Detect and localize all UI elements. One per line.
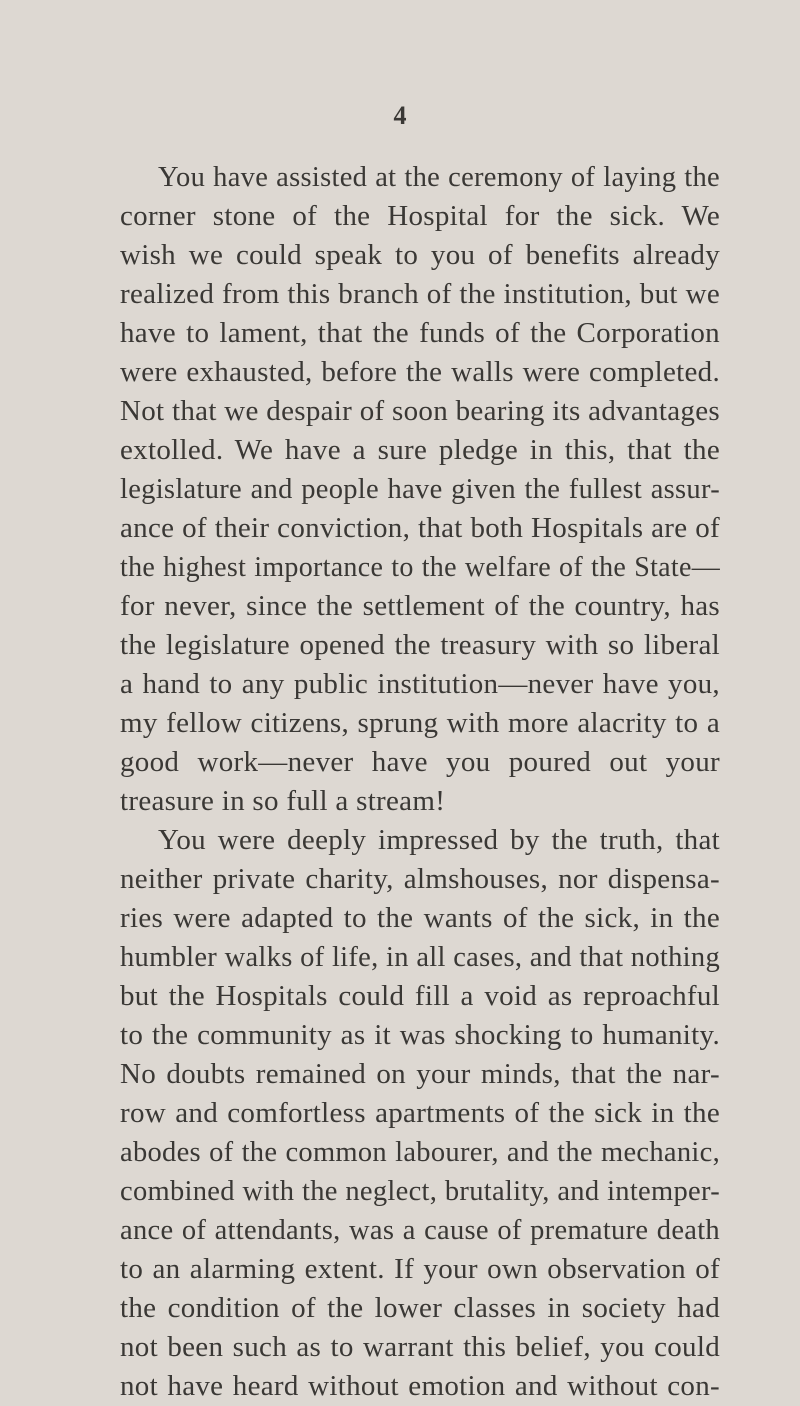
text-line: a hand to any public institution—never have you, (120, 668, 720, 700)
text-line: to the community as it was shocking to humanity. (120, 1019, 720, 1051)
text-line: not have heard without emotion and without con- (120, 1370, 720, 1402)
text-line: my fellow citizens, sprung with more alacrity to a (120, 707, 720, 739)
text-line: to an alarming extent. If your own observation of (120, 1253, 720, 1285)
text-line: the highest importance to the welfare of the State— (120, 552, 720, 583)
text-line: corner stone of the Hospital for the sick. We (120, 200, 720, 232)
text-line: Not that we despair of soon bearing its advantages (120, 395, 720, 427)
text-line: the legislature opened the treasury with so liberal (120, 629, 720, 661)
text-line: legislature and people have given the fullest assur- (120, 474, 720, 505)
body-text (120, 158, 720, 1406)
text-line: realized from this branch of the institution, but we (120, 278, 720, 310)
text-line: ance of attendants, was a cause of premature death (120, 1215, 720, 1246)
text-line: ance of their conviction, that both Hospitals are of (120, 512, 720, 544)
page-number: 4 (393, 101, 407, 130)
text-line: treasure in so full a stream! (120, 785, 446, 817)
text-line: abodes of the common labourer, and the mechanic, (120, 1137, 720, 1168)
text-line: neither private charity, almshouses, nor dispensa- (120, 863, 720, 895)
text-line: extolled. We have a sure pledge in this, that the (120, 434, 720, 466)
text-line: You have assisted at the ceremony of laying the (158, 162, 720, 193)
text-line: combined with the neglect, brutality, and intemper- (120, 1176, 720, 1207)
text-line: have to lament, that the funds of the Corporation (120, 317, 720, 349)
text-line: the condition of the lower classes in society had (120, 1292, 720, 1324)
text-line: wish we could speak to you of benefits already (120, 239, 720, 271)
text-line: humbler walks of life, in all cases, and that nothing (120, 942, 720, 973)
text-line: but the Hospitals could fill a void as reproachful (120, 980, 720, 1012)
text-line: row and comfortless apartments of the sick in the (120, 1097, 720, 1129)
text-line: not been such as to warrant this belief, you could (120, 1331, 720, 1363)
text-line: You were deeply impressed by the truth, that (158, 824, 720, 856)
text-line: good work—never have you poured out your (120, 746, 720, 778)
text-line: No doubts remained on your minds, that the nar- (120, 1058, 720, 1090)
text-line: ries were adapted to the wants of the sick, in the (120, 902, 720, 934)
text-line: were exhausted, before the walls were completed. (120, 356, 720, 388)
text-line: for never, since the settlement of the country, has (120, 590, 720, 622)
